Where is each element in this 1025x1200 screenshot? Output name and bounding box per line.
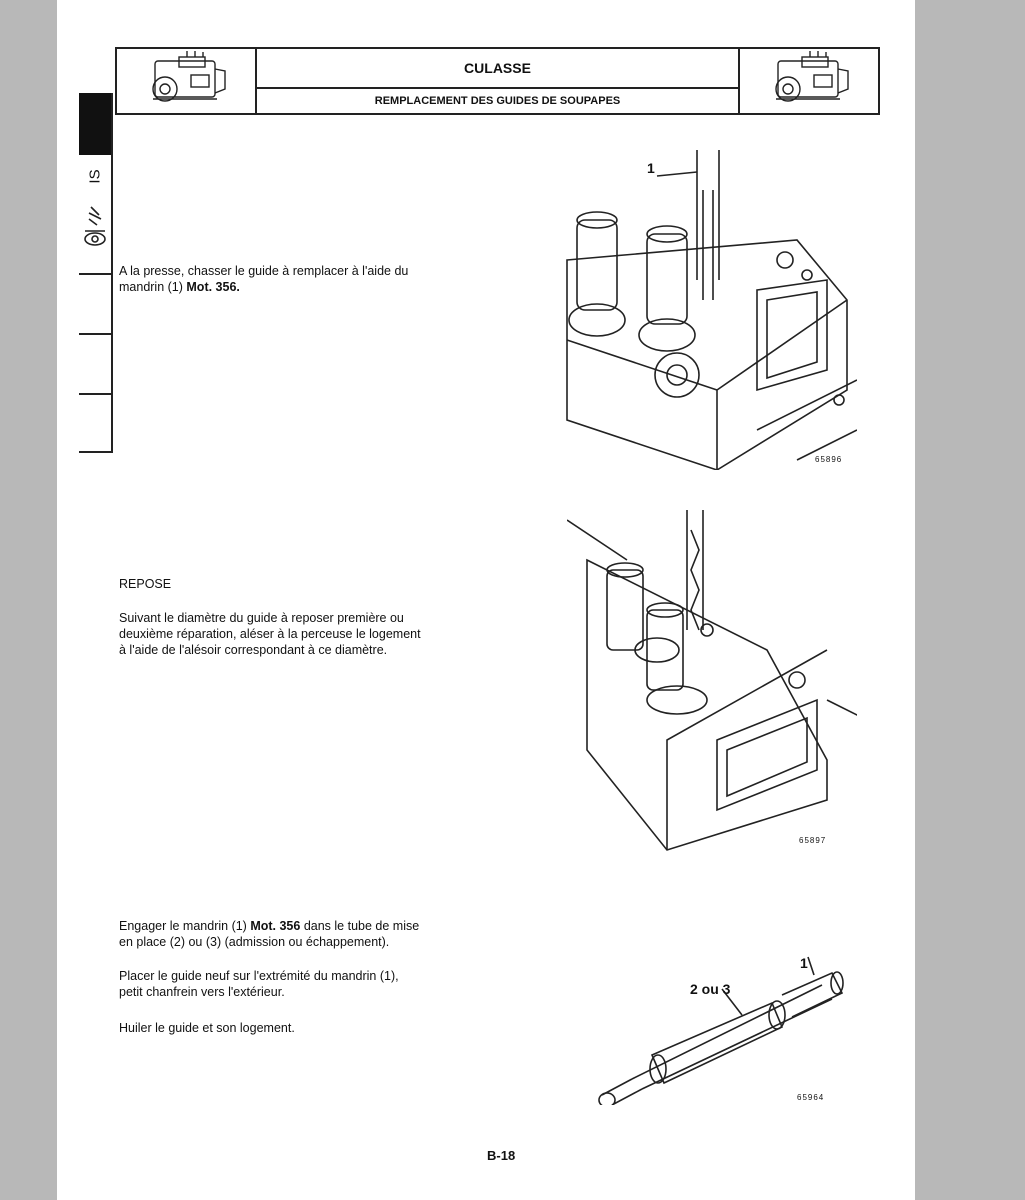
text-fragment: Engager le mandrin (1) [119, 919, 251, 933]
tool-reference: Mot. 356 [250, 919, 301, 933]
header-title: CULASSE [256, 49, 739, 89]
instruction-line [119, 279, 408, 295]
callout-1: 1 [800, 955, 808, 971]
tab-divider [79, 451, 111, 453]
tab-divider [79, 333, 111, 335]
lamp-icon [83, 205, 107, 254]
instruction-line: en place (2) ou (3) (admission ou échappement). [119, 935, 390, 949]
oil-instruction: Huiler le guide et son logement. [119, 1021, 295, 1035]
active-tab-marker [79, 93, 111, 155]
tab-divider [79, 273, 111, 275]
header-titles [256, 49, 739, 113]
figure-number: 65897 [799, 836, 827, 845]
figure-mandrel-tube [592, 955, 852, 1110]
tool-reference: Mot. 356. [186, 280, 240, 294]
header-subtitle: REMPLACEMENT DES GUIDES DE SOUPAPES [374, 95, 621, 107]
text-fragment: mandrin (1) [119, 280, 187, 294]
tab-label: IS [86, 169, 104, 184]
page-number: B-18 [487, 1148, 516, 1163]
instruction-line: Placer le guide neuf sur l'extrémité du mandrin (1), [119, 969, 399, 983]
engine-logo-right [738, 49, 878, 113]
dismantle-instruction [119, 263, 408, 295]
figure-number: 65896 [815, 455, 843, 464]
callout-2-ou-3: 2 ou 3 [690, 981, 731, 997]
instruction-line: petit chanfrein vers l'extérieur. [119, 985, 285, 999]
placement-instruction [119, 968, 399, 1000]
figure-number: 65964 [797, 1093, 825, 1102]
instruction-line: A la presse, chasser le guide à remplacer à l'aide du [119, 264, 409, 278]
instruction-line [119, 918, 419, 934]
side-tabs [79, 93, 113, 453]
text-fragment: dans le tube de mise [300, 919, 420, 933]
figure-press-out-guide [557, 140, 857, 475]
figure-reaming-housing [567, 500, 857, 865]
section-heading: REPOSE [119, 577, 172, 591]
instruction-line: deuxième réparation, aléser à la perceuse le logement [119, 627, 421, 641]
tab-divider [79, 393, 111, 395]
callout-1: 1 [647, 160, 655, 176]
page-header [115, 47, 880, 115]
fitting-instruction [119, 918, 419, 950]
manual-page [57, 0, 915, 1200]
instruction-line: Suivant le diamètre du guide à reposer première ou [119, 611, 404, 625]
instruction-line: à l'aide de l'alésoir correspondant à ce diamètre. [119, 643, 388, 657]
reaming-instruction [119, 610, 421, 658]
engine-logo-left [117, 49, 257, 113]
